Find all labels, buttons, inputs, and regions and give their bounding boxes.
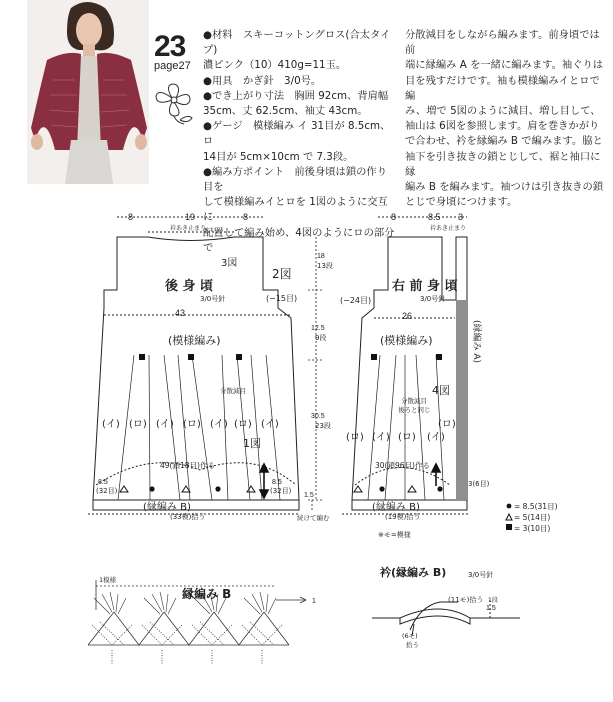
side-h2-rows: 9段 — [315, 334, 327, 342]
side-h1-rows: 13段 — [317, 262, 333, 270]
back-dim-top-left: 8 — [128, 212, 134, 222]
back-hem-left: 8.5 — [98, 479, 108, 486]
front-edging-a-band — [456, 300, 467, 500]
instruction-line: ●でき上がり寸法 胸囲 92cm、背肩幅 — [203, 89, 389, 102]
instruction-line: ●編み方ポイント 前後身頃は鎖の作り目を — [203, 165, 388, 194]
side-h2: 12.5 — [311, 325, 325, 332]
collar-height-rows: 1段 — [488, 597, 498, 604]
front-dim-top-right: 3 — [458, 212, 464, 222]
back-hem-left-sts: (32目) — [96, 487, 118, 495]
back-pattern-ro-2: (ロ) — [183, 419, 201, 430]
collar-pickup-6: (6モ) — [402, 632, 418, 640]
back-fig1-label: 1図 — [243, 437, 261, 450]
instruction-line: み、増で 5図のように減目、増し目して、 — [405, 105, 601, 118]
front-cast-on: 30(鎖96目)作る — [375, 461, 430, 470]
front-fig4-label: 4図 — [432, 384, 450, 397]
instruction-line: 袖下を引き抜きの鎖とじして、裾と袖口に縁 — [405, 150, 601, 178]
side-h3: 30.5 — [311, 413, 325, 420]
instruction-line: 配置して編み始め、4図のようにロの部分で — [203, 226, 395, 254]
instructions-column-2 — [405, 28, 605, 210]
back-pattern-i-4: (イ) — [261, 419, 279, 430]
instruction-line: ●ゲージ 模様編み イ 31目が 8.5cm、ロ — [203, 120, 391, 148]
instruction-line: 分散減目をしながら編みます。前身頃では前 — [405, 29, 600, 57]
back-edging: (縁編み B) — [143, 502, 191, 513]
front-pattern-i-1: (イ) — [372, 432, 390, 443]
back-dist-dec: 分散減目 — [220, 387, 246, 395]
front-triangle-markers — [354, 486, 416, 492]
front-hem-sts: 3(6目) — [468, 480, 490, 488]
back-pickup: (33模)拾う — [170, 513, 206, 521]
instruction-line: 目を残すだけです。袖も模様編みイとロで編 — [405, 74, 600, 102]
back-width-label: 43 — [175, 308, 186, 318]
collar-pickup-6b: 拾う — [406, 641, 419, 649]
instruction-line: とじで身頃につけます。 — [405, 196, 518, 209]
collar-labels — [379, 565, 498, 649]
side-h3-rows: 23段 — [315, 422, 331, 430]
front-dim-top-left: 8 — [391, 212, 397, 222]
legend-triangle-icon — [506, 514, 512, 520]
front-pickup: (19模)拾う — [385, 513, 421, 521]
edging-b-repeat-label: 1模様 — [99, 576, 117, 584]
front-pattern-label: (模様編み) — [380, 334, 433, 347]
front-needle: 3/0号針 — [420, 295, 446, 303]
back-dim-top-right: 8 — [243, 212, 249, 222]
instruction-line: して模様編みイとロを 1図のように交互に — [203, 196, 388, 224]
back-pattern-i-2: (イ) — [156, 419, 174, 430]
front-pattern-ro-right: (ロ) — [438, 419, 456, 430]
back-fig2-label: 2図 — [272, 267, 292, 281]
side-labels — [297, 253, 333, 522]
back-pattern-ro-1: (ロ) — [129, 419, 147, 430]
side-join: 続けて編む — [297, 514, 330, 522]
legend-circle-icon — [507, 504, 512, 509]
instruction-line: ●用具 かぎ針 3/0号。 — [203, 74, 322, 87]
front-dist-dec: 分散減目 — [401, 397, 427, 405]
front-dim-top-center: 8.5 — [428, 212, 441, 222]
legend-item-1: = 8.5(31目) — [514, 502, 558, 511]
instruction-line: 袖山は 6図を参照します。肩を巻きかがり — [405, 120, 600, 133]
front-title: 右 前 身 頃 — [392, 279, 458, 294]
back-neck-label: 衿あき止まり — [170, 225, 207, 232]
back-pattern-i-1: (イ) — [102, 419, 120, 430]
pattern-number: 23 — [154, 30, 186, 63]
back-pattern-ro-3: (ロ) — [234, 419, 252, 430]
instruction-line: ●材料 スキーコットングロス(合太タイプ) — [203, 29, 391, 57]
front-pattern-ro-1: (ロ) — [346, 432, 364, 443]
pattern-schematic — [0, 190, 613, 702]
front-edging-a: (縁編み A) — [471, 320, 481, 364]
back-dim-top-center: 19 — [185, 212, 196, 222]
back-needle: 3/0号針 — [200, 295, 226, 303]
front-dec-left: (−24目) — [340, 296, 372, 305]
back-hem-right: 8.5 — [272, 479, 282, 486]
instruction-line: 端に縁編み A を一緒に編みます。袖ぐりは — [405, 59, 604, 72]
collar-diagram — [372, 600, 520, 636]
back-hem-arrow — [260, 464, 268, 498]
back-triangle-markers — [120, 486, 255, 492]
side-h1: 18 — [317, 253, 325, 260]
instruction-line: 濃ピンク（10）410g=11玉。 — [203, 59, 347, 72]
back-title: 後 身 頃 — [165, 279, 214, 294]
legend-note: ※モ=模様 — [378, 531, 411, 539]
front-edging: (縁編み B) — [372, 502, 420, 513]
front-pattern-i-2: (イ) — [427, 432, 445, 443]
flower-decoration-icon — [150, 80, 198, 126]
edging-b-labels — [99, 575, 316, 605]
back-hem-right-sts: (32目) — [270, 487, 292, 495]
edging-b-row-label: 1 — [312, 598, 316, 605]
front-width-label: 26 — [402, 311, 413, 321]
edging-b-title: 縁編み B — [182, 587, 232, 601]
instruction-line: 35cm、丈 62.5cm、袖丈 43cm。 — [203, 105, 368, 118]
instruction-line: 14目が 5cm×10cm で 7.3段。 — [203, 150, 354, 163]
back-cast-on: 49(鎖18目)作る — [160, 461, 215, 470]
front-neck-label: 衿あき止まり — [430, 225, 467, 232]
instruction-line: で合わせ、衿を縁編み B で編みます。脇と — [405, 135, 603, 148]
back-dec-right: (−15目) — [266, 294, 298, 303]
model-photo — [27, 0, 149, 184]
front-back-same: 後ろと同じ — [398, 406, 431, 414]
page-reference: page27 — [154, 60, 191, 72]
back-pattern-i-3: (イ) — [210, 419, 228, 430]
legend-item-3: = 3(10目) — [514, 524, 551, 533]
collar-needle: 3/0号針 — [468, 571, 494, 579]
legend-square-icon — [506, 524, 512, 530]
collar-pickup-11: (11モ)拾う — [448, 596, 484, 604]
collar-title: 衿(縁編み B) — [380, 566, 447, 579]
side-hem: 1.5 — [304, 492, 314, 499]
collar-height: 1.5 — [486, 605, 496, 612]
back-pattern-label: (模様編み) — [168, 334, 221, 347]
front-pattern-ro-2: (ロ) — [398, 432, 416, 443]
front-hem-arrow — [432, 464, 440, 486]
instruction-line: 編み B を編みます。袖つけは引き抜きの鎖 — [405, 181, 604, 194]
legend-item-2: = 5(14目) — [514, 513, 551, 522]
back-fig3-label: 3図 — [221, 258, 238, 269]
